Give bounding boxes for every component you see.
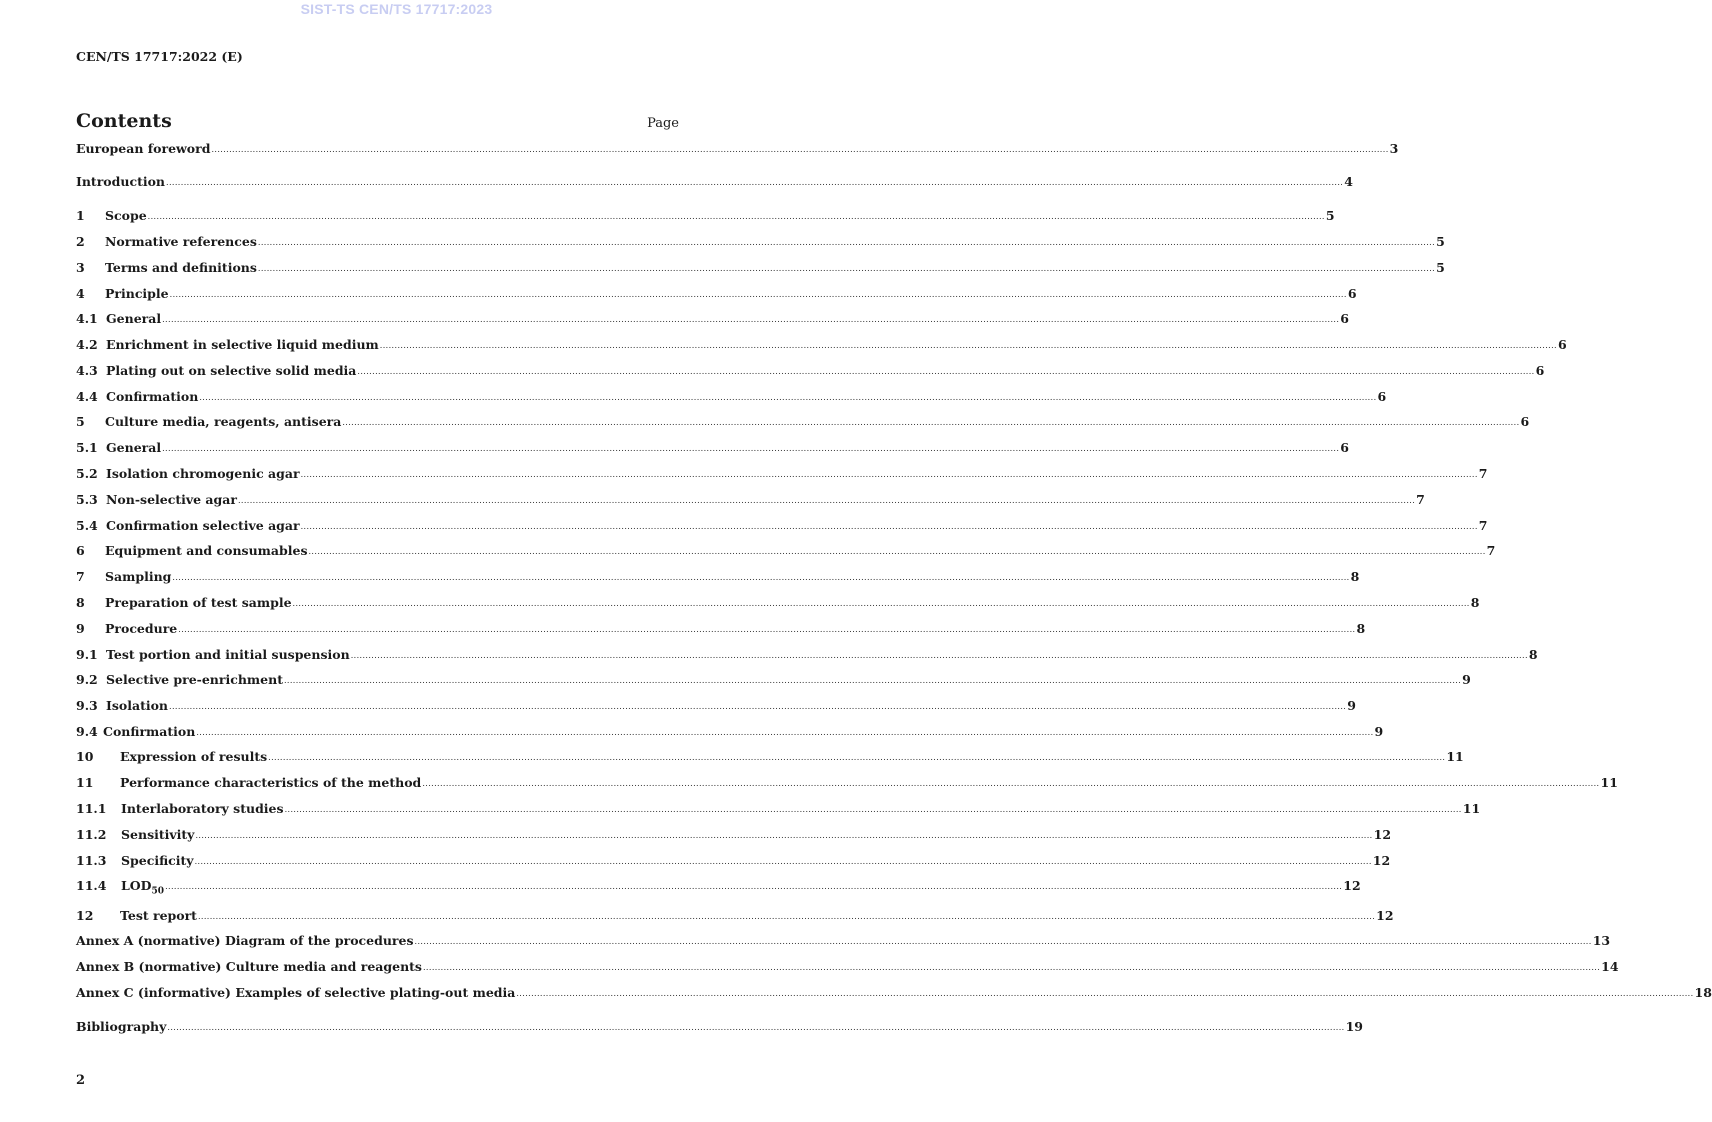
toc-entry-number: 4.4 (76, 389, 98, 404)
toc-entry-title-text: Interlaboratory studies (121, 801, 284, 816)
toc-leader-dots: ................................................................................................................................................................................................................................................................................................................................................................................................................ (178, 625, 1356, 634)
toc-entry-title (106, 518, 300, 533)
toc-entry-title-text: Confirmation (103, 724, 196, 739)
toc-entry-title (105, 234, 257, 249)
toc-entry-title (106, 337, 379, 352)
toc-entry-title-text: Principle (105, 286, 169, 301)
toc-entry-number: 7 (76, 569, 85, 584)
toc-entry-title (76, 141, 210, 156)
toc-entry[interactable] (76, 985, 1712, 1003)
toc-entry-title (106, 311, 161, 326)
toc-entry-title-text: Confirmation selective agar (106, 518, 300, 533)
toc-leader-dots: ................................................................................................................................................................................................................................................................................................................................................................................................................ (211, 145, 1389, 154)
toc-leader-dots: ................................................................................................................................................................................................................................................................................................................................................................................................................ (422, 779, 1600, 788)
toc-entry-number: 1 (76, 208, 85, 223)
toc-leader-dots: ................................................................................................................................................................................................................................................................................................................................................................................................................ (268, 753, 1446, 762)
toc-entry-page: 8 (1528, 647, 1538, 662)
toc-leader-dots: ................................................................................................................................................................................................................................................................................................................................................................................................................ (162, 315, 1340, 324)
toc-entry-title-text: General (106, 311, 162, 326)
toc-entry-title (121, 853, 194, 868)
page-number: 2 (76, 1073, 86, 1088)
toc-entry-title-text: Annex A (normative) Diagram of the procedures (76, 933, 414, 948)
toc-entry-title (121, 878, 164, 897)
toc-entry-title-text: Test portion and initial suspension (106, 647, 350, 662)
toc-entry[interactable] (76, 389, 1387, 407)
toc-entry[interactable] (76, 827, 1392, 845)
page-column-heading: Page (647, 116, 679, 131)
toc-entry-page: 7 (1486, 543, 1496, 558)
toc-entry-title (105, 543, 307, 558)
toc-entry-page: 5 (1436, 234, 1445, 249)
toc-entry-title (106, 672, 283, 687)
toc-entry-number: 8 (76, 595, 85, 610)
toc-entry-page: 8 (1470, 595, 1480, 610)
toc-entry[interactable] (76, 311, 1349, 329)
toc-entry-title (106, 492, 237, 507)
toc-entry-number: 11.2 (76, 827, 107, 842)
toc-leader-dots: ................................................................................................................................................................................................................................................................................................................................................................................................................ (300, 522, 1478, 531)
toc-entry-title (120, 775, 421, 790)
toc-entry[interactable] (76, 414, 1530, 432)
toc-entry-title-text: Terms and definitions (105, 260, 257, 275)
toc-entry[interactable] (76, 337, 1567, 355)
toc-entry-title-text: Scope (105, 208, 147, 223)
toc-entry-page: 9 (1374, 724, 1384, 739)
toc-entry-page: 11 (1462, 801, 1481, 816)
toc-entry-page: 5 (1325, 208, 1335, 223)
toc-leader-dots: ................................................................................................................................................................................................................................................................................................................................................................................................................ (196, 728, 1374, 737)
toc-entry-title (105, 595, 292, 610)
toc-leader-dots: ................................................................................................................................................................................................................................................................................................................................................................................................................ (169, 290, 1347, 299)
toc-leader-dots: ................................................................................................................................................................................................................................................................................................................................................................................................................ (357, 367, 1535, 376)
toc-entry-page: 13 (1592, 933, 1611, 948)
toc-leader-dots: ................................................................................................................................................................................................................................................................................................................................................................................................................ (197, 912, 1376, 921)
toc-entry[interactable] (76, 518, 1488, 536)
toc-leader-dots: ................................................................................................................................................................................................................................................................................................................................................................................................................ (165, 882, 1343, 891)
toc-entry[interactable] (76, 853, 1391, 871)
toc-entry-title-text: European foreword (76, 141, 211, 156)
toc-entry[interactable] (76, 647, 1538, 665)
toc-entry-title-text: Performance characteristics of the method (120, 775, 422, 790)
toc-entry-page: 6 (1557, 337, 1567, 352)
toc-entry[interactable] (76, 698, 1356, 716)
toc-leader-dots: ................................................................................................................................................................................................................................................................................................................................................................................................................ (199, 393, 1377, 402)
toc-leader-dots: ................................................................................................................................................................................................................................................................................................................................................................................................................ (350, 651, 1528, 660)
toc-entry-title (106, 698, 168, 713)
toc-entry-number: 5.2 (76, 466, 98, 481)
toc-leader-dots: ................................................................................................................................................................................................................................................................................................................................................................................................................ (237, 496, 1416, 505)
toc-entry-title (105, 208, 147, 223)
toc-entry-number: 11.4 (76, 878, 107, 893)
toc-entry-number: 4 (76, 286, 85, 301)
toc-entry-title (106, 466, 300, 481)
toc-leader-dots: ................................................................................................................................................................................................................................................................................................................................................................................................................ (342, 418, 1520, 427)
toc-entry-page: 7 (1478, 466, 1488, 481)
toc-leader-dots: ................................................................................................................................................................................................................................................................................................................................................................................................................ (414, 937, 1592, 946)
toc-entry-title-text: Sampling (105, 569, 172, 584)
toc-entry[interactable] (76, 908, 1394, 926)
toc-entry-page: 18 (1694, 985, 1712, 1000)
toc-leader-dots: ................................................................................................................................................................................................................................................................................................................................................................................................................ (257, 238, 1436, 247)
toc-entry-title-text: Annex B (normative) Culture media and reagents (76, 959, 422, 974)
toc-entry-page: 6 (1520, 414, 1530, 429)
toc-entry-title (106, 363, 356, 378)
toc-entry-number: 9.1 (76, 647, 98, 662)
toc-entry-page: 8 (1350, 569, 1360, 584)
toc-entry-title-text: Confirmation (106, 389, 199, 404)
toc-entry-number: 6 (76, 543, 85, 558)
toc-leader-dots: ................................................................................................................................................................................................................................................................................................................................................................................................................ (166, 178, 1344, 187)
toc-entry-title (121, 827, 194, 842)
toc-entry[interactable] (76, 672, 1471, 690)
toc-entry-title-text: Selective pre-enrichment (106, 672, 283, 687)
toc-entry-title (105, 286, 169, 301)
toc-entry-title-text: Isolation chromogenic agar (106, 466, 300, 481)
toc-entry[interactable] (76, 724, 1384, 742)
toc-entry-page: 12 (1376, 908, 1394, 923)
toc-leader-dots: ................................................................................................................................................................................................................................................................................................................................................................................................................ (379, 341, 1557, 350)
toc-entry[interactable] (76, 286, 1357, 304)
toc-entry[interactable] (76, 363, 1545, 381)
watermark: SIST-TS CEN/TS 17717:2023 (300, 1, 493, 17)
toc-entry-page: 12 (1373, 827, 1392, 842)
toc-leader-dots: ................................................................................................................................................................................................................................................................................................................................................................................................................ (172, 573, 1350, 582)
toc-leader-dots: ................................................................................................................................................................................................................................................................................................................................................................................................................ (284, 805, 1462, 814)
toc-entry-title-text: Introduction (76, 174, 166, 189)
toc-entry[interactable] (76, 234, 1445, 252)
toc-entry-page: 6 (1347, 286, 1357, 301)
toc-entry-page: 6 (1535, 363, 1545, 378)
toc-leader-dots: ................................................................................................................................................................................................................................................................................................................................................................................................................ (283, 676, 1462, 685)
toc-entry[interactable] (76, 569, 1360, 587)
toc-entry-title-text: LOD (121, 878, 152, 893)
toc-entry[interactable] (76, 141, 1399, 159)
toc-entry-title-text: Equipment and consumables (105, 543, 308, 558)
toc-entry[interactable] (76, 208, 1335, 226)
toc-entry-title-text: Expression of results (120, 749, 268, 764)
toc-entry-title-text: Sensitivity (121, 827, 195, 842)
toc-leader-dots: ................................................................................................................................................................................................................................................................................................................................................................................................................ (167, 1023, 1345, 1032)
toc-entry-page: 6 (1377, 389, 1387, 404)
toc-entry-number: 11.3 (76, 853, 107, 868)
toc-entry-page: 14 (1601, 959, 1619, 974)
toc-entry-title-text: Plating out on selective solid media (106, 363, 357, 378)
toc-entry-page: 7 (1416, 492, 1425, 507)
toc-entry-title (76, 959, 422, 974)
toc-entry[interactable] (76, 595, 1480, 613)
toc-leader-dots: ................................................................................................................................................................................................................................................................................................................................................................................................................ (195, 831, 1373, 840)
toc-entry[interactable] (76, 260, 1445, 278)
toc-entry-title (105, 414, 341, 429)
toc-entry-number: 11.1 (76, 801, 107, 816)
toc-entry-title-text: Procedure (105, 621, 178, 636)
toc-entry-title (105, 260, 257, 275)
toc-entry-title-text: Test report (120, 908, 197, 923)
toc-entry-number: 3 (76, 260, 85, 275)
toc-entry-page: 12 (1343, 878, 1361, 893)
toc-entry-title (120, 749, 267, 764)
toc-entry-number: 11 (76, 775, 94, 790)
toc-entry-title-text: Normative references (105, 234, 257, 249)
toc-entry-title-text: Bibliography (76, 1019, 167, 1034)
toc-entry-title (106, 440, 161, 455)
toc-entry-number: 4.2 (76, 337, 98, 352)
toc-entry-page: 9 (1347, 698, 1356, 713)
document-id: CEN/TS 17717:2022 (E) (76, 49, 243, 64)
toc-leader-dots: ................................................................................................................................................................................................................................................................................................................................................................................................................ (308, 547, 1486, 556)
toc-entry-title (106, 647, 350, 662)
toc-entry-number: 4.1 (76, 311, 98, 326)
toc-entry-number: 5.1 (76, 440, 98, 455)
toc-entry-title-text: Preparation of test sample (105, 595, 292, 610)
toc-entry[interactable] (76, 492, 1425, 510)
toc-entry-title-text: Annex C (informative) Examples of selective plating-out media (76, 985, 516, 1000)
toc-entry-number: 4.3 (76, 363, 98, 378)
toc-leader-dots: ................................................................................................................................................................................................................................................................................................................................................................................................................ (169, 702, 1347, 711)
toc-entry-title (121, 801, 284, 816)
toc-entry-title (105, 621, 177, 636)
toc-entry[interactable] (76, 959, 1619, 977)
toc-entry-title (76, 1019, 166, 1034)
toc-entry-number: 5.4 (76, 518, 98, 533)
toc-leader-dots: ................................................................................................................................................................................................................................................................................................................................................................................................................ (147, 212, 1325, 221)
toc-entry-number: 2 (76, 234, 85, 249)
toc-leader-dots: ................................................................................................................................................................................................................................................................................................................................................................................................................ (292, 599, 1470, 608)
toc-entry-title-text: Isolation (106, 698, 169, 713)
toc-entry-page: 6 (1340, 440, 1349, 455)
toc-entry-page: 12 (1372, 853, 1391, 868)
toc-entry-title (76, 933, 414, 948)
toc-entry-number: 9.4 (76, 724, 98, 739)
toc-entry-page: 19 (1345, 1019, 1363, 1034)
toc-entry-page: 9 (1462, 672, 1471, 687)
toc-entry[interactable] (76, 775, 1618, 793)
toc-entry-title (106, 389, 198, 404)
toc-entry-page: 11 (1600, 775, 1618, 790)
toc-entry-number: 9.2 (76, 672, 98, 687)
toc-entry-number: 10 (76, 749, 94, 764)
toc-entry[interactable] (76, 440, 1349, 458)
toc-entry[interactable] (76, 749, 1464, 767)
toc-entry-page: 8 (1356, 621, 1366, 636)
toc-entry-title-text: Enrichment in selective liquid medium (106, 337, 379, 352)
toc-entry[interactable] (76, 543, 1496, 561)
toc-entry-page: 6 (1340, 311, 1349, 326)
toc-entry[interactable] (76, 621, 1366, 639)
toc-entry-page: 11 (1446, 749, 1464, 764)
toc-entry[interactable] (76, 1019, 1363, 1037)
toc-entry-page: 3 (1389, 141, 1399, 156)
toc-entry[interactable] (76, 878, 1361, 897)
toc-entry-title-text: General (106, 440, 162, 455)
toc-entry-title-subscript: 50 (151, 886, 165, 897)
toc-leader-dots: ................................................................................................................................................................................................................................................................................................................................................................................................................ (257, 264, 1436, 273)
toc-entry-page: 7 (1478, 518, 1488, 533)
toc-entry-page: 5 (1436, 260, 1445, 275)
toc-entry[interactable] (76, 466, 1488, 484)
toc-entry-number: 9.3 (76, 698, 98, 713)
toc-leader-dots: ................................................................................................................................................................................................................................................................................................................................................................................................................ (162, 444, 1340, 453)
toc-entry-title (76, 174, 165, 189)
toc-entry-title (105, 569, 171, 584)
toc-entry-title-text: Specificity (121, 853, 194, 868)
toc-entry-title-text: Culture media, reagents, antisera (105, 414, 342, 429)
toc-entry-title (120, 908, 197, 923)
toc-entry-number: 5.3 (76, 492, 98, 507)
toc-leader-dots: ................................................................................................................................................................................................................................................................................................................................................................................................................ (516, 989, 1694, 998)
toc-entry[interactable] (76, 933, 1611, 951)
toc-entry[interactable] (76, 801, 1481, 819)
toc-leader-dots: ................................................................................................................................................................................................................................................................................................................................................................................................................ (194, 857, 1372, 866)
toc-entry-number: 5 (76, 414, 85, 429)
contents-heading: Contents (76, 110, 172, 132)
toc-entry-number: 9 (76, 621, 85, 636)
toc-leader-dots: ................................................................................................................................................................................................................................................................................................................................................................................................................ (300, 470, 1478, 479)
toc-entry-title-text: Non-selective agar (106, 492, 237, 507)
toc-entry-title (76, 985, 515, 1000)
toc-leader-dots: ................................................................................................................................................................................................................................................................................................................................................................................................................ (422, 963, 1601, 972)
toc-entry-number: 12 (76, 908, 94, 923)
toc-entry-title (103, 724, 195, 739)
toc-entry[interactable] (76, 174, 1353, 192)
toc-entry-page: 4 (1344, 174, 1353, 189)
